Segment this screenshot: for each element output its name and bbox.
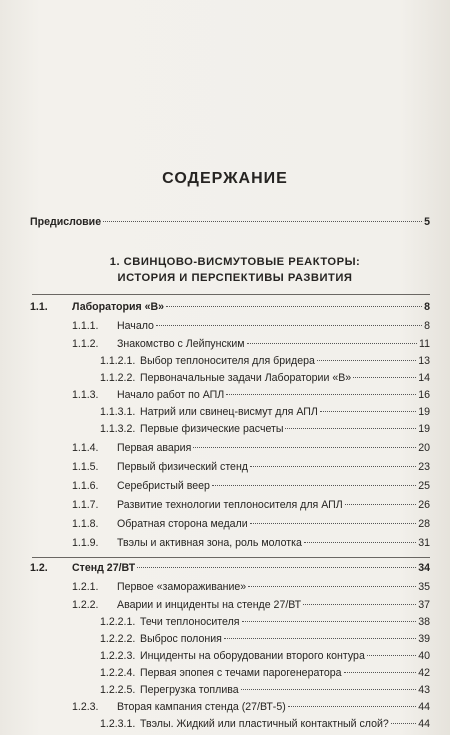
toc-entry-label: Вторая кампания стенда (27/ВТ-5)	[117, 701, 286, 713]
dot-leader	[345, 504, 416, 505]
toc-entry	[72, 699, 430, 716]
toc-entry-number: 1.1.3.2.	[100, 423, 136, 435]
toc-entry-page: 26	[418, 499, 430, 511]
toc-entry-label: Выброс полония	[140, 633, 222, 645]
toc-entry-page: 19	[418, 423, 430, 435]
toc-entry-label: Инциденты на оборудовании второго контура	[140, 650, 365, 662]
toc-entry-label: Первая эпопея с течами парогенератора	[140, 667, 342, 679]
dot-leader	[303, 604, 416, 605]
toc-entry-number: 1.2.2.2.	[100, 633, 136, 645]
dot-leader	[226, 394, 416, 395]
toc-entry-number: 1.1.2.2.	[100, 372, 136, 384]
dot-leader	[224, 638, 416, 639]
toc-entry-page: 35	[418, 581, 430, 593]
section-heading-line-2: ИСТОРИЯ И ПЕРСПЕКТИВЫ РАЗВИТИЯ	[117, 272, 353, 284]
toc-entry-label: Аварии и инциденты на стенде 27/ВТ	[117, 599, 302, 611]
toc-entry-label: Натрий или свинец-висмут для АПЛ	[140, 406, 318, 418]
toc-entry-number: 1.2.3.	[72, 701, 99, 713]
dot-leader	[166, 306, 422, 307]
toc-entry-page: 39	[418, 633, 430, 645]
dot-leader	[367, 655, 416, 656]
dot-leader	[391, 723, 416, 724]
toc-entry-number: 1.1.9.	[72, 537, 99, 549]
toc-entry-label: Стенд 27/ВТ	[72, 562, 136, 574]
toc-entry-page: 31	[418, 537, 430, 549]
toc-entry	[72, 459, 430, 476]
dot-leader	[353, 377, 416, 378]
toc-entry	[100, 353, 430, 370]
toc-entry	[72, 579, 430, 596]
toc-entry-label: Лаборатория «В»	[72, 301, 165, 313]
toc-entry	[100, 614, 430, 631]
toc-entry	[100, 421, 430, 438]
toc-entry-label: Знакомство с Лейпунским	[117, 338, 245, 350]
section-rule	[32, 557, 430, 558]
toc-entry-label: Первая авария	[117, 442, 192, 454]
dot-leader	[250, 523, 417, 524]
toc-entry-number: 1.2.2.5.	[100, 684, 136, 696]
dot-leader	[317, 360, 416, 361]
toc-entry	[72, 597, 430, 614]
toc-entry	[100, 682, 430, 699]
dot-leader	[242, 621, 417, 622]
toc-entry-page: 40	[418, 650, 430, 662]
toc-entry-label: Перегрузка топлива	[140, 684, 239, 696]
toc-entry-number: 1.1.4.	[72, 442, 99, 454]
toc-entry-label: Развитие технологии теплоносителя для АПЛ	[117, 499, 343, 511]
toc-entry-page: 28	[418, 518, 430, 530]
toc-entry-label: Предисловие	[30, 216, 102, 228]
dot-leader	[304, 542, 416, 543]
toc-entry-page: 14	[418, 372, 430, 384]
toc-entry-label: Обратная сторона медали	[117, 518, 248, 530]
toc-entry	[72, 336, 430, 353]
dot-leader	[344, 672, 417, 673]
dot-leader	[103, 221, 422, 222]
dot-leader	[156, 325, 422, 326]
toc-entry-number: 1.1.6.	[72, 480, 99, 492]
toc-entry-number: 1.2.2.	[72, 599, 99, 611]
dot-leader	[285, 428, 416, 429]
dot-leader	[212, 485, 416, 486]
toc-entry	[100, 648, 430, 665]
page-title: СОДЕРЖАНИЕ	[162, 170, 288, 187]
toc-entry	[72, 516, 430, 533]
dot-leader	[248, 586, 416, 587]
toc-entry-page: 20	[418, 442, 430, 454]
section-heading-line-1: 1. СВИНЦОВО-ВИСМУТОВЫЕ РЕАКТОРЫ:	[109, 256, 361, 268]
toc-entry-number: 1.1.8.	[72, 518, 99, 530]
toc-entry-page: 13	[418, 355, 430, 367]
toc-entry-number: 1.1.7.	[72, 499, 99, 511]
toc-entry-number: 1.1.5.	[72, 461, 99, 473]
toc-entry-page: 25	[418, 480, 430, 492]
toc-entry-page: 11	[419, 338, 430, 350]
toc-entry	[72, 318, 430, 335]
toc-entry-label: Выбор теплоносителя для бридера	[140, 355, 315, 367]
toc-entry-label: Начало работ по АПЛ	[117, 389, 225, 401]
toc-entry-page: 19	[418, 406, 430, 418]
toc-entry-number: 1.1.	[30, 301, 48, 313]
dot-leader	[241, 689, 417, 690]
toc-entry-number: 1.1.2.	[72, 338, 99, 350]
toc-entry	[100, 631, 430, 648]
toc-entry-label: Начало	[117, 320, 154, 332]
toc-entry-page: 44	[418, 701, 430, 713]
toc-entry-page: 8	[424, 320, 430, 332]
section-rule-top	[32, 294, 430, 295]
toc-entry-label: Первые физические расчеты	[140, 423, 284, 435]
toc-entry-page: 8	[424, 301, 430, 313]
toc-entry-page: 37	[418, 599, 430, 611]
section-heading	[80, 254, 390, 286]
toc-entry	[72, 535, 430, 552]
toc-entry-number: 1.2.3.1.	[100, 718, 136, 730]
toc-entry-number: 1.2.2.3.	[100, 650, 136, 662]
toc-entry-label: Твэлы и активная зона, роль молотка	[117, 537, 302, 549]
dot-leader	[193, 447, 416, 448]
toc-entry-page: 42	[418, 667, 430, 679]
toc-entry-number: 1.2.	[30, 562, 48, 574]
toc-entry-number: 1.1.2.1.	[100, 355, 136, 367]
toc-entry-page: 34	[418, 562, 430, 574]
toc-entry-number: 1.1.3.	[72, 389, 99, 401]
toc-entry	[100, 370, 430, 387]
toc-entry-page: 23	[418, 461, 430, 473]
toc-entry-number: 1.2.2.1.	[100, 616, 136, 628]
dot-leader	[137, 567, 416, 568]
toc-entry-label: Твэлы. Жидкий или пластичный контактный слой?	[140, 718, 389, 730]
toc-entry	[72, 440, 430, 457]
toc-entry-label: Первый физический стенд	[117, 461, 248, 473]
toc-entry-number: 1.2.1.	[72, 581, 99, 593]
toc-entry	[72, 497, 430, 514]
toc-entry	[100, 665, 430, 682]
toc-entry-preface	[30, 214, 430, 231]
toc-entry-number: 1.2.2.4.	[100, 667, 136, 679]
toc-entry-label: Серебристый веер	[117, 480, 210, 492]
dot-leader	[247, 343, 417, 344]
toc-entry-page: 44	[418, 718, 430, 730]
toc-entry-page: 5	[424, 216, 430, 228]
toc-entry-number: 1.1.3.1.	[100, 406, 136, 418]
toc-entry	[30, 299, 430, 316]
toc-entry-label: Первое «замораживание»	[117, 581, 247, 593]
toc-entry	[72, 478, 430, 495]
toc-entry-label: Первоначальные задачи Лаборатории «В»	[140, 372, 352, 384]
toc-entry	[30, 560, 430, 577]
dot-leader	[288, 706, 416, 707]
toc-entry-number: 1.1.1.	[72, 320, 99, 332]
toc-entry-label: Течи теплоносителя	[140, 616, 240, 628]
toc-entry	[100, 716, 430, 733]
toc-entry-page: 16	[418, 389, 430, 401]
toc-entry-page: 38	[418, 616, 430, 628]
toc-entry	[100, 404, 430, 421]
dot-leader	[250, 466, 416, 467]
dot-leader	[320, 411, 416, 412]
toc-entry-page: 43	[418, 684, 430, 696]
toc-entry	[72, 387, 430, 404]
